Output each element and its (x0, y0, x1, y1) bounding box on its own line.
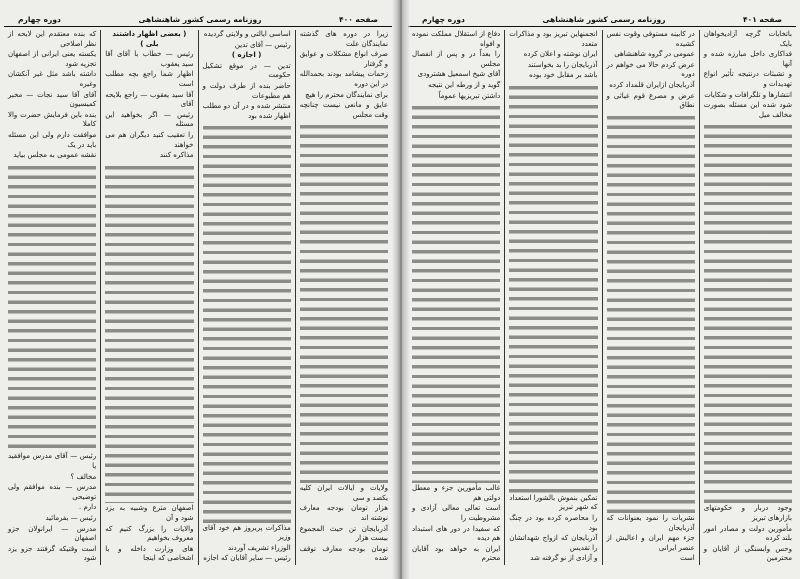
paragraph: عرض و مصرع قوم غیاثی و نطاق (606, 91, 695, 110)
paragraph: در کابینه مستوفی وقوت نفس کشیده (606, 30, 695, 48)
page-header (4, 10, 392, 24)
paragraph: انتشارها و تلگرافات و شکایات (704, 90, 792, 99)
paragraph: باتخابات گرچه آزادیخواهان بایک (703, 30, 792, 48)
paragraph: الوزراء تشریف آوردند (227, 543, 291, 552)
text-column (408, 30, 504, 565)
paragraph: دفاع از استقلال مملکت نموده و افواه (412, 30, 501, 48)
paragraph: داشتن تبریزیها عموماً (438, 91, 501, 100)
paragraph: رئیس — آقای تدین (234, 40, 291, 49)
paragraph: مذاکرات پریروز هم خود آقای وزیر (202, 523, 291, 542)
paragraph: رئیس — آقای مدرس موافقید یا (8, 452, 97, 471)
paragraph: و آزادی از نو گرفته شد (530, 554, 598, 563)
paragraph: زحمات پیشامد بودند بحمدالله در این دوره (299, 70, 388, 88)
paragraph: داشته باشد مثل غیر آنکشان وغیره (8, 70, 97, 88)
paragraph: عرض کردم حالا می خواهم در دوره (606, 60, 695, 79)
paragraph: موافقت دارم ولی این مسئله باید در یک (8, 130, 97, 149)
paragraph: است تعالی معالی آزادی و مشروطیت را (412, 504, 501, 523)
paragraph: باشد بر مقابل خود بوده (529, 71, 598, 80)
paragraph: ( بعضی اظهار داشتند بلی ) (112, 30, 187, 48)
paragraph: وحس وابستگی از آقایان و محترمین (703, 544, 792, 563)
paragraph: آذربایجان را بد بخواستند (527, 60, 598, 69)
volume-label: دوره چهارم (422, 15, 465, 24)
paragraph: یکسته یعنی ایرانی از اصفهان تجزیه شود (8, 50, 97, 68)
page-number: صفحه ۴۰۱ (743, 15, 782, 24)
paragraph: نقشه عمومی به مجلس بیاید (13, 151, 97, 160)
paragraph: شود شده این مسئله بصورت مخالف میل (703, 101, 792, 119)
text-columns (408, 30, 796, 565)
left-page (0, 0, 398, 579)
paragraph: ( اجازه ) (231, 51, 262, 60)
text-column (602, 30, 699, 565)
paragraph: والایات را بزرگ کنیم که معروف بخواهیم (105, 524, 194, 543)
paragraph: را بعداً در و پس از انفصال مجلس (412, 50, 501, 68)
paragraph: آقای شیخ اسمعیل هشترودی (417, 70, 501, 79)
illegible-text-block (607, 113, 695, 513)
paragraph: نشریات را نمود بعنوانات که آذربایجان (606, 514, 695, 532)
paragraph: های وزارت داخله و با اشخاصی که اینجا (105, 544, 194, 563)
paragraph: وجود دربار و حکومتهای بازارهای تبریز (703, 504, 792, 523)
text-columns (4, 30, 392, 565)
paragraph: تمکین بنموش بالشورا استعداد که شهر تبریز (509, 493, 598, 512)
paragraph: که سفیدا در دور های استبداد هم دیده (412, 524, 501, 543)
paragraph: عایق و مانعی نیست چنانچه وقت مجلس (299, 101, 388, 119)
paragraph: اصفهان مترع وشبیه به یزد شود و آن (105, 504, 194, 523)
paragraph: غالب مأمورین جزء و معطل دولتی هم (412, 484, 501, 502)
paragraph: است (680, 554, 695, 563)
paragraph: رئیس — خطاب با آقای آقا سید یعقوب (105, 50, 194, 68)
text-column (4, 30, 100, 565)
volume-label: دوره چهارم (18, 15, 61, 24)
illegible-text-block (203, 123, 291, 522)
paragraph: اساسی ایالتی و ولایتی گردیده (203, 30, 291, 38)
paragraph: زیرا در دوره های گذشته نمایندگان علت (299, 30, 388, 48)
paragraph: مدرس — بنده موافقم ولی توضیحی (8, 483, 97, 501)
paragraph: ایران نوشته و اعلان کرده (523, 50, 598, 59)
text-column (699, 30, 796, 565)
paragraph: دارم . (79, 503, 97, 512)
right-page (402, 0, 800, 579)
paragraph: اظهار شما راجع بچه مطلب است (105, 70, 194, 88)
illegible-text-block (509, 83, 597, 493)
paragraph: گوید و از ورطه این نتیجه (428, 80, 501, 89)
newspaper-title: روزنامه رسمی کشور شاهنشاهی (542, 15, 666, 24)
page-number: صفحه ۴۰۰ (339, 15, 378, 24)
paragraph: تدین — در موقع تشکیل حکومت (202, 61, 291, 80)
paragraph: هزار تومان بودجه معارف نوشته اند (299, 504, 388, 523)
paragraph: است وقتیکه گرفتند جزو یزد شود (8, 544, 97, 563)
paragraph: تومان بودجه معارف توقف شده (299, 544, 388, 563)
page-header (408, 10, 796, 24)
illegible-text-block (105, 163, 193, 504)
paragraph: رئیس — بفرمائید (45, 514, 97, 523)
text-column (198, 30, 295, 565)
text-column (100, 30, 197, 565)
paragraph: منتشر شده و در آن دو مطلب اظهار شده بود (202, 102, 291, 120)
paragraph: صرف انواع مشکلات و عوایق و گرفتار (299, 50, 388, 68)
paragraph: را محاصره کرده بود در چنگ بود (509, 514, 598, 532)
text-column (295, 30, 392, 565)
paragraph: جزء مهم ایران و اعالیش از عنصر ایرانی (606, 534, 695, 552)
paragraph: رئیس — سایر آقایان که اجازه (203, 554, 291, 563)
paragraph: ایران به خواهد بود آقایان محترم (412, 544, 501, 563)
illegible-text-block (8, 163, 96, 452)
paragraph: و تشبثات درنتیجه تأثیر انواع تهدیدات و (703, 70, 792, 88)
paragraph: آقا سید یعقوب — راجع بلایحه آقای (105, 90, 194, 109)
paragraph: آقای آقا سید نجات — مخبر کمیسیون (8, 90, 97, 109)
illegible-text-block (300, 122, 388, 483)
header-rule (4, 26, 392, 27)
paragraph: که بنده معتقدم این لایحه از نظر اصلاحی (8, 30, 97, 48)
paragraph: مأمورین دولت و مصادر امور بلند کرده (703, 524, 792, 543)
paragraph: عمومی در گروه شاهنشاهی (614, 50, 695, 59)
paragraph: حاضر بنده از طرف دولت و هم مطبوعات (202, 81, 291, 100)
book-gutter-shadow (392, 0, 410, 579)
paragraph: مذاکره کنند (159, 151, 194, 160)
header-rule (408, 26, 796, 27)
paragraph: آذربایجان تن حیث المجموع بیست هزار (299, 524, 388, 543)
paragraph: مخالف ؟ (70, 472, 97, 481)
paragraph: ولایات و ایالات ایران کلیه یکصد و سی (299, 484, 388, 502)
illegible-text-block (704, 122, 792, 503)
paragraph: را تعقیب کنید دیگران هم می خواهند (105, 130, 194, 149)
paragraph: فداکاری داخل مبارزه شده و آنها (703, 50, 792, 68)
paragraph: برای نمایندگان محترم را هیچ (305, 90, 388, 99)
text-column (504, 30, 601, 565)
paragraph: انجمنهاین تبریز بود و مذاکرات متعدد (509, 30, 598, 48)
paragraph: بنده باین فرمایش حضرت والا کاملا (8, 110, 97, 129)
paragraph: رئیس — اگر بخواهید این مسئله (105, 110, 194, 129)
paragraph: آذربایجان ازایران قلمداد کرده (609, 80, 695, 89)
newspaper-title: روزنامه رسمی کشور شاهنشاهی (138, 15, 262, 24)
paragraph: آذربایجان که ازواج شهداتشان را تقدیس (509, 534, 598, 552)
illegible-text-block (412, 103, 500, 483)
paragraph: مدرس — ایرانولان جزو اصفهان (8, 524, 97, 543)
